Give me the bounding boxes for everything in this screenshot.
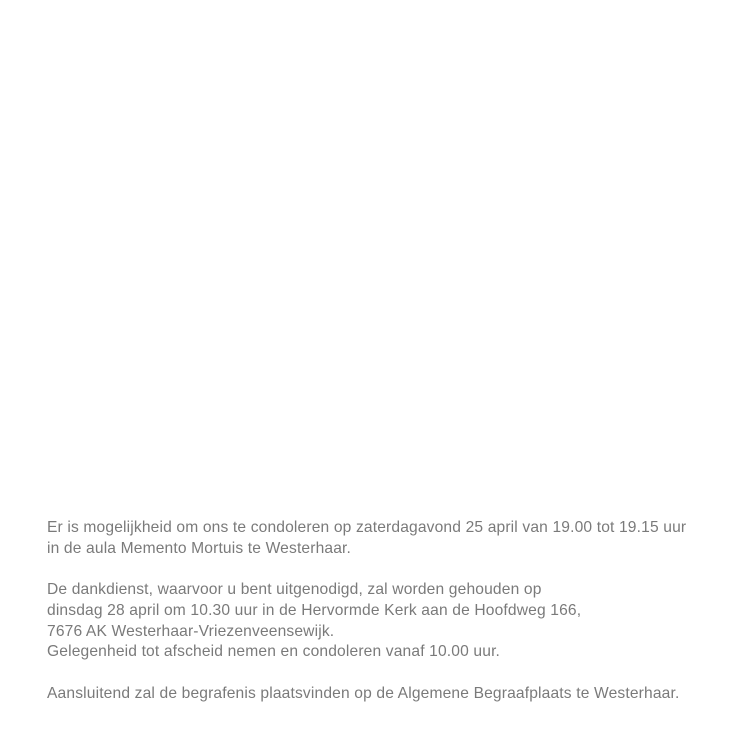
announcement-line: De dankdienst, waarvoor u bent uitgenodigd, zal worden gehouden op [47, 581, 542, 599]
announcement-paragraph [47, 684, 737, 705]
announcement-line: Gelegenheid tot afscheid nemen en condoleren vanaf 10.00 uur. [47, 643, 501, 661]
announcement-line: dinsdag 28 april om 10.30 uur in de Hervormde Kerk aan de Hoofdweg 166, [47, 601, 582, 619]
announcement-paragraph [47, 580, 737, 663]
announcement-line: Aansluitend zal de begrafenis plaatsvinden op de Algemene Begraafplaats te Westerhaar. [47, 684, 680, 702]
announcement-line: in de aula Memento Mortuis te Westerhaar. [47, 539, 352, 557]
announcement-line: 7676 AK Westerhaar-Vriezenveensewijk. [47, 622, 335, 640]
announcement-text [47, 518, 737, 704]
announcement-paragraph [47, 518, 737, 559]
announcement-line: Er is mogelijkheid om ons te condoleren op zaterdagavond 25 april van 19.00 tot 19.15 uur [47, 519, 687, 536]
